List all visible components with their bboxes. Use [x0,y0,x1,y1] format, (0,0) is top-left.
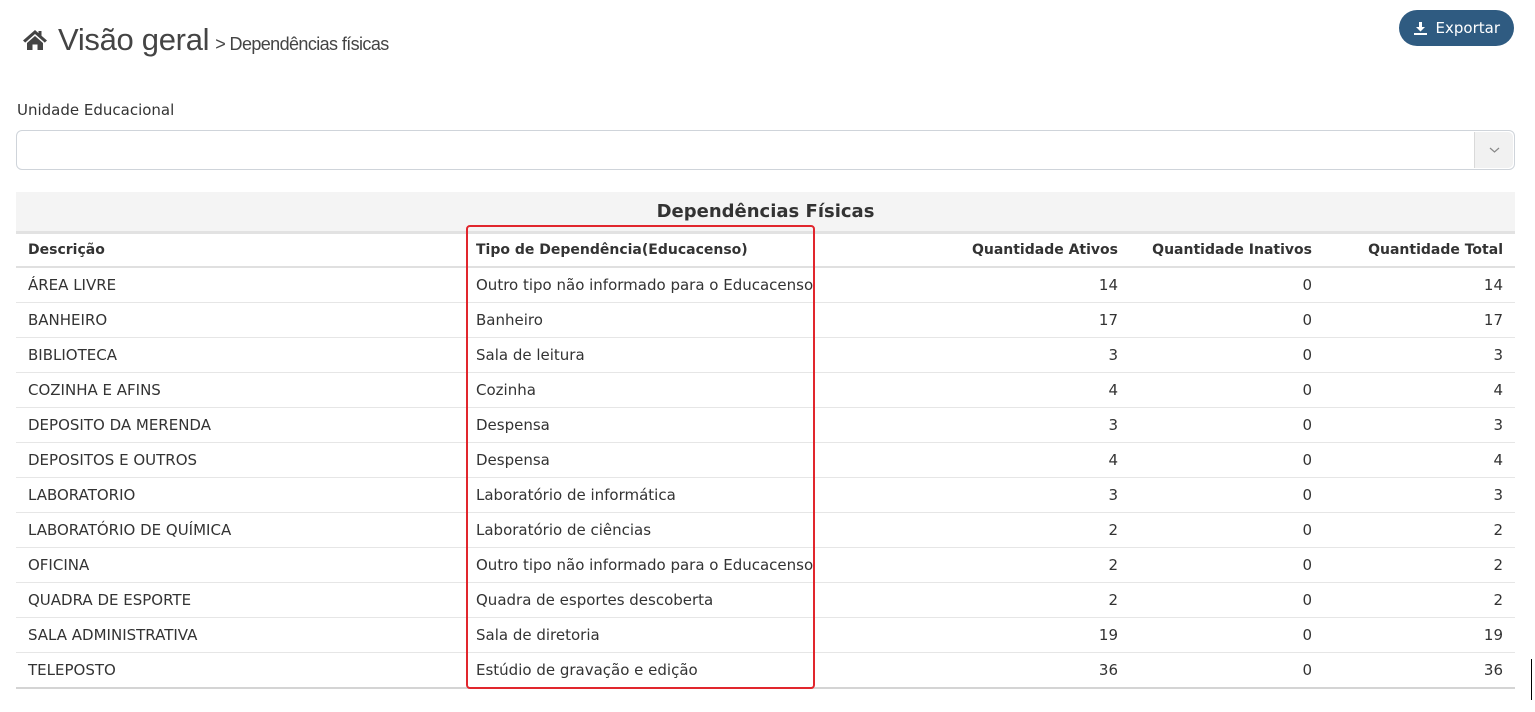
cell-total: 14 [1324,267,1515,303]
cell-descricao: BANHEIRO [16,303,464,338]
text-cursor [1531,659,1532,700]
table-row [16,408,1515,443]
cell-inativos: 0 [1130,408,1324,443]
cell-ativos: 3 [926,478,1130,513]
cell-total: 3 [1324,478,1515,513]
cell-ativos: 2 [926,548,1130,583]
table-row [16,338,1515,373]
chevron-down-icon [1489,146,1500,154]
cell-ativos: 2 [926,583,1130,618]
cell-ativos: 4 [926,443,1130,478]
table-row [16,443,1515,478]
cell-tipo: Cozinha [464,373,926,408]
column-header-total[interactable]: Quantidade Total [1324,233,1515,268]
unidade-educacional-label: Unidade Educacional [17,101,175,119]
cell-tipo: Sala de diretoria [464,618,926,653]
page-header [22,22,389,62]
table-row [16,513,1515,548]
cell-ativos: 14 [926,267,1130,303]
table-row [16,478,1515,513]
cell-total: 36 [1324,653,1515,689]
cell-ativos: 2 [926,513,1130,548]
cell-tipo: Despensa [464,443,926,478]
cell-ativos: 4 [926,373,1130,408]
cell-total: 4 [1324,373,1515,408]
cell-descricao: DEPOSITO DA MERENDA [16,408,464,443]
dependencias-table-container [16,192,1515,689]
column-header-ativos[interactable]: Quantidade Ativos [926,233,1130,268]
cell-descricao: LABORATORIO [16,478,464,513]
cell-tipo: Outro tipo não informado para o Educacenso [464,267,926,303]
cell-ativos: 3 [926,338,1130,373]
cell-inativos: 0 [1130,653,1324,689]
cell-total: 3 [1324,338,1515,373]
table-row [16,373,1515,408]
cell-descricao: SALA ADMINISTRATIVA [16,618,464,653]
cell-total: 3 [1324,408,1515,443]
export-label: Exportar [1435,19,1500,37]
table-row [16,583,1515,618]
cell-total: 19 [1324,618,1515,653]
cell-total: 4 [1324,443,1515,478]
cell-descricao: BIBLIOTECA [16,338,464,373]
cell-inativos: 0 [1130,338,1324,373]
cell-ativos: 3 [926,408,1130,443]
cell-descricao: LABORATÓRIO DE QUÍMICA [16,513,464,548]
cell-descricao: QUADRA DE ESPORTE [16,583,464,618]
cell-total: 2 [1324,548,1515,583]
cell-tipo: Estúdio de gravação e edição [464,653,926,689]
cell-inativos: 0 [1130,267,1324,303]
page-title: Visão geral [58,22,210,57]
table-caption: Dependências Físicas [16,192,1515,233]
table-row [16,653,1515,689]
cell-ativos: 17 [926,303,1130,338]
column-header-tipo[interactable]: Tipo de Dependência(Educacenso) [464,233,926,268]
cell-total: 2 [1324,583,1515,618]
cell-inativos: 0 [1130,478,1324,513]
cell-tipo: Laboratório de informática [464,478,926,513]
cell-inativos: 0 [1130,548,1324,583]
cell-tipo: Quadra de esportes descoberta [464,583,926,618]
download-icon [1413,21,1428,36]
cell-inativos: 0 [1130,618,1324,653]
cell-tipo: Outro tipo não informado para o Educacenso [464,548,926,583]
cell-total: 17 [1324,303,1515,338]
dependencias-table [16,192,1515,689]
unidade-educacional-select[interactable] [16,130,1515,170]
breadcrumb: > Dependências físicas [215,34,389,54]
table-row [16,267,1515,303]
cell-descricao: COZINHA E AFINS [16,373,464,408]
cell-tipo: Banheiro [464,303,926,338]
select-toggle[interactable] [1474,132,1513,168]
column-header-descricao[interactable]: Descrição [16,233,464,268]
cell-inativos: 0 [1130,443,1324,478]
column-header-inativos[interactable]: Quantidade Inativos [1130,233,1324,268]
cell-inativos: 0 [1130,373,1324,408]
home-icon[interactable] [22,29,48,51]
table-row [16,618,1515,653]
cell-descricao: TELEPOSTO [16,653,464,689]
cell-ativos: 19 [926,618,1130,653]
cell-inativos: 0 [1130,513,1324,548]
cell-inativos: 0 [1130,303,1324,338]
cell-descricao: DEPOSITOS E OUTROS [16,443,464,478]
cell-descricao: ÁREA LIVRE [16,267,464,303]
table-row [16,548,1515,583]
table-row [16,303,1515,338]
cell-tipo: Laboratório de ciências [464,513,926,548]
export-button[interactable] [1399,10,1514,46]
cell-ativos: 36 [926,653,1130,689]
cell-tipo: Sala de leitura [464,338,926,373]
cell-tipo: Despensa [464,408,926,443]
cell-inativos: 0 [1130,583,1324,618]
cell-descricao: OFICINA [16,548,464,583]
cell-total: 2 [1324,513,1515,548]
